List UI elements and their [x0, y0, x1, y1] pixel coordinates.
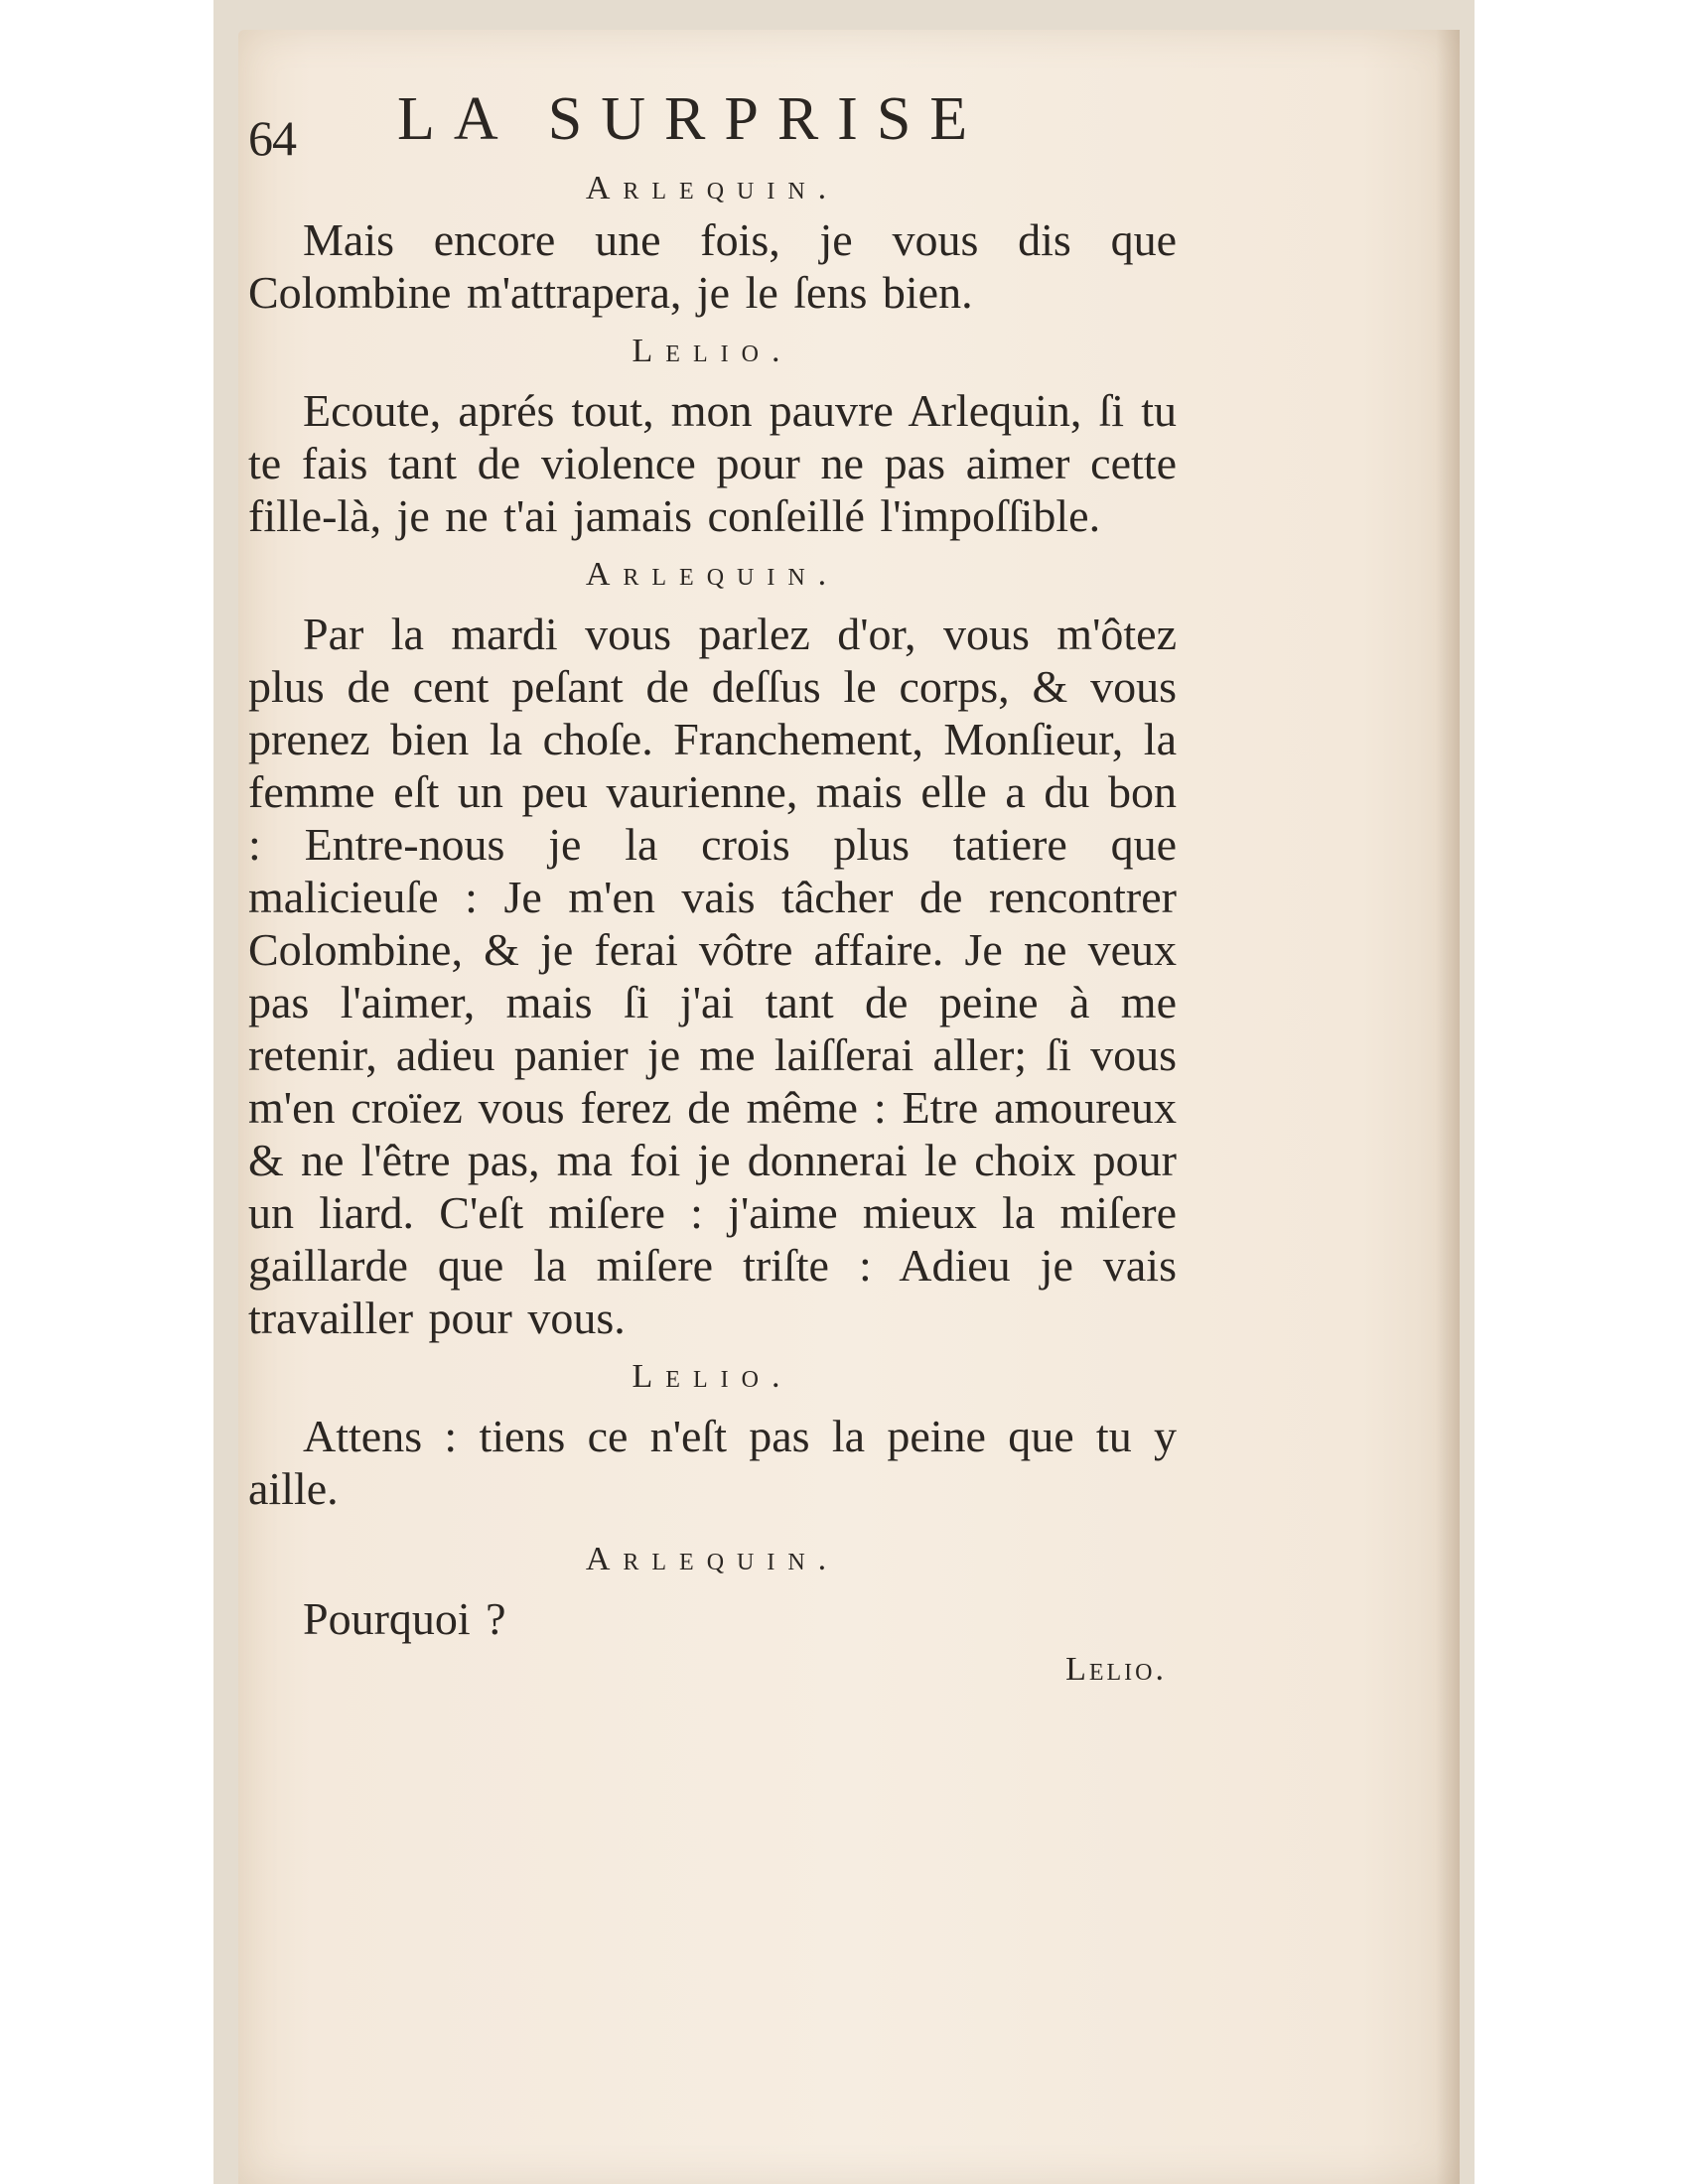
running-title: LA SURPRISE	[397, 85, 987, 153]
page-gutter-shadow	[1436, 30, 1460, 2184]
speaker-name: Arlequin.	[585, 1541, 840, 1577]
speaker-name: Lelio.	[632, 333, 793, 369]
speech-text: Mais encore une fois, je vous dis que Colombine m'attrapera, je le ſens bien.	[248, 214, 1177, 318]
speaker-name: Lelio.	[632, 1358, 793, 1395]
dialogue-column	[248, 164, 1177, 1695]
speech-text: Ecoute, aprés tout, mon pauvre Arlequin, ſi tu te fais tant de violence pour ne pas aimer cette fille-là, je ne t'ai jamais conſeillé l'impoſſible.	[248, 385, 1177, 541]
catchword: Lelio.	[1065, 1651, 1167, 1688]
page-header	[248, 74, 1177, 174]
page-number: 64	[248, 110, 296, 166]
speaker-name: Arlequin.	[585, 170, 840, 206]
speech-text: Pourquoi ?	[303, 1593, 506, 1644]
speech-text: Par la mardi vous parlez d'or, vous m'ôtez plus de cent peſant de deſſus le corps, & vous prenez bien la choſe. Franchement, Monſieur, la femme eſt un peu vaurienne, mais elle a du bon : Entre-nous je la crois plus tatiere que malicieuſe : Je m'en vais tâcher de rencontrer Colombine, & je ferai vôtre affaire. Je ne veux pas l'aimer, mais ſi j'ai tant de peine à me retenir, adieu panier je me laiſſerai aller; ſi vous m'en croïez vous ferez de même : Etre amoureux & ne l'être pas, ma foi je donnerai le choix pour un liard. C'eſt miſere : j'aime mieux la miſere gaillarde que la miſere triſte : Adieu je vais travailler pour vous.	[248, 609, 1177, 1343]
speech-text: Attens : tiens ce n'eſt pas la peine que tu y aille.	[248, 1411, 1177, 1514]
speaker-name: Arlequin.	[585, 556, 840, 593]
